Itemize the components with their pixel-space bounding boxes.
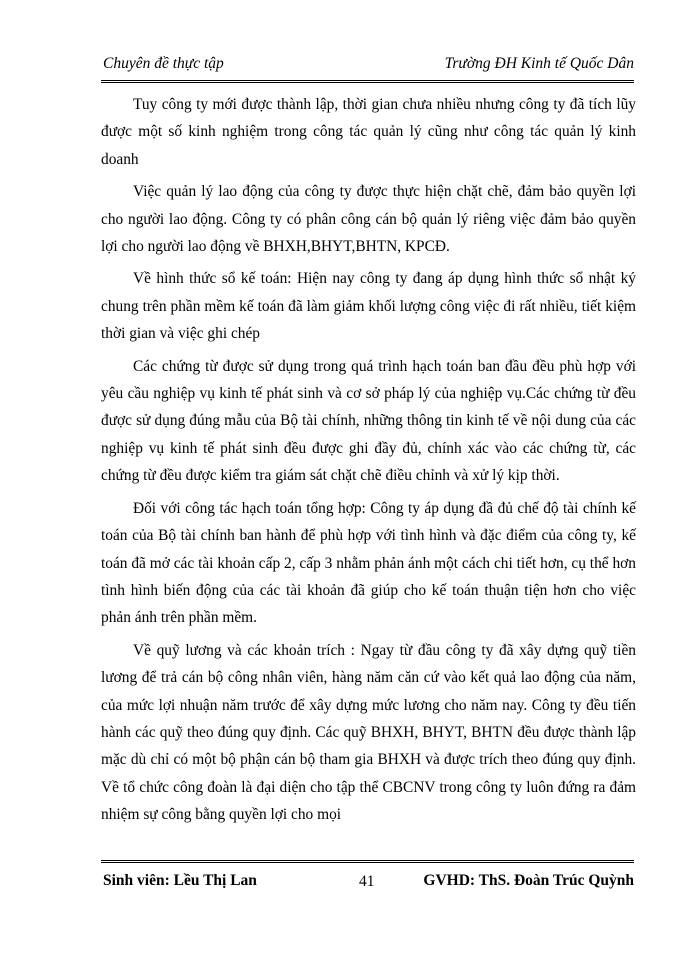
footer-advisor: GVHD: ThS. Đoàn Trúc Quỳnh: [423, 872, 634, 889]
paragraph: Về quỹ lương và các khoản trích : Ngay từ đầu công ty đã xây dựng quỹ tiền lương để trả cán bộ công nhân viên, hàng năm căn cứ vào kết quả lao động của năm, của mức lợi nhuận năm trước để xây dựng mức lương cho năm nay. Công ty đều tiến hành các quỹ theo đúng quy định. Các quỹ BHXH, BHYT, BHTN đều được thành lập mặc dù chỉ có một bộ phận cán bộ tham gia BHXH và được trích theo đúng quy định. Về tổ chức công đoàn là đại diện cho tập thể CBCNV trong công ty luôn đứng ra đảm nhiệm sự công bằng quyền lợi cho mọi: [101, 641, 636, 824]
page-number: 41: [359, 873, 375, 890]
paragraph: Việc quản lý lao động của công ty được thực hiện chặt chẽ, đảm bảo quyền lợi cho người lao động. Công ty có phân công cán bộ quản lý riêng việc đảm bảo quyền lợi cho người lao động về BHXH,BHYT,BHTN, KPCĐ.: [101, 183, 636, 256]
page-header: [101, 52, 634, 83]
paragraph: Tuy công ty mới được thành lập, thời gian chưa nhiều nhưng công ty đã tích lũy được một số kinh nghiệm trong công tác quản lý cũng như công tác quản lý kinh doanh: [101, 96, 636, 168]
document-body: [101, 91, 636, 834]
footer-student: Sinh viên: Lều Thị Lan: [103, 872, 257, 889]
page-footer: [101, 860, 634, 903]
paragraph: Đối với công tác hạch toán tổng hợp: Công ty áp dụng đầ đủ chế độ tài chính kế toán của Bộ tài chính ban hành để phù hợp với tình hình và đặc điểm của công ty, kế toán đã mở các tài khoản cấp 2, cấp 3 nhằm phản ánh một cách chi tiết hơn, cụ thể hơn tình hình biến động của các tài khoản đã giúp cho kế toán thuận tiện hơn cho việc phản ánh trên phần mềm.: [101, 499, 636, 627]
paragraph: Về hình thức sổ kế toán: Hiện nay công ty đang áp dụng hình thức sổ nhật ký chung trên phần mềm kế toán đã làm giảm khối lượng công việc đi rất nhiều, tiết kiệm thời gian và việc ghi chép: [101, 270, 636, 343]
paragraph: Các chứng từ được sử dụng trong quá trình hạch toán ban đầu đều phù hợp với yêu cầu nghiệp vụ kinh tế phát sinh và cơ sở pháp lý của nghiệp vụ.Các chứng từ đều được sử dụng đúng mẫu của Bộ tài chính, những thông tin kinh tế về nội dung của các nghiệp vụ kinh tế phát sinh đều được ghi đầy đủ, chính xác vào các chứng từ, các chứng từ đều được kiểm tra giám sát chặt chẽ điều chỉnh và xử lý kịp thời.: [101, 357, 636, 485]
header-university: Trường ĐH Kinh tế Quốc Dân: [444, 55, 634, 72]
header-course-title: Chuyên đề thực tập: [103, 55, 224, 72]
